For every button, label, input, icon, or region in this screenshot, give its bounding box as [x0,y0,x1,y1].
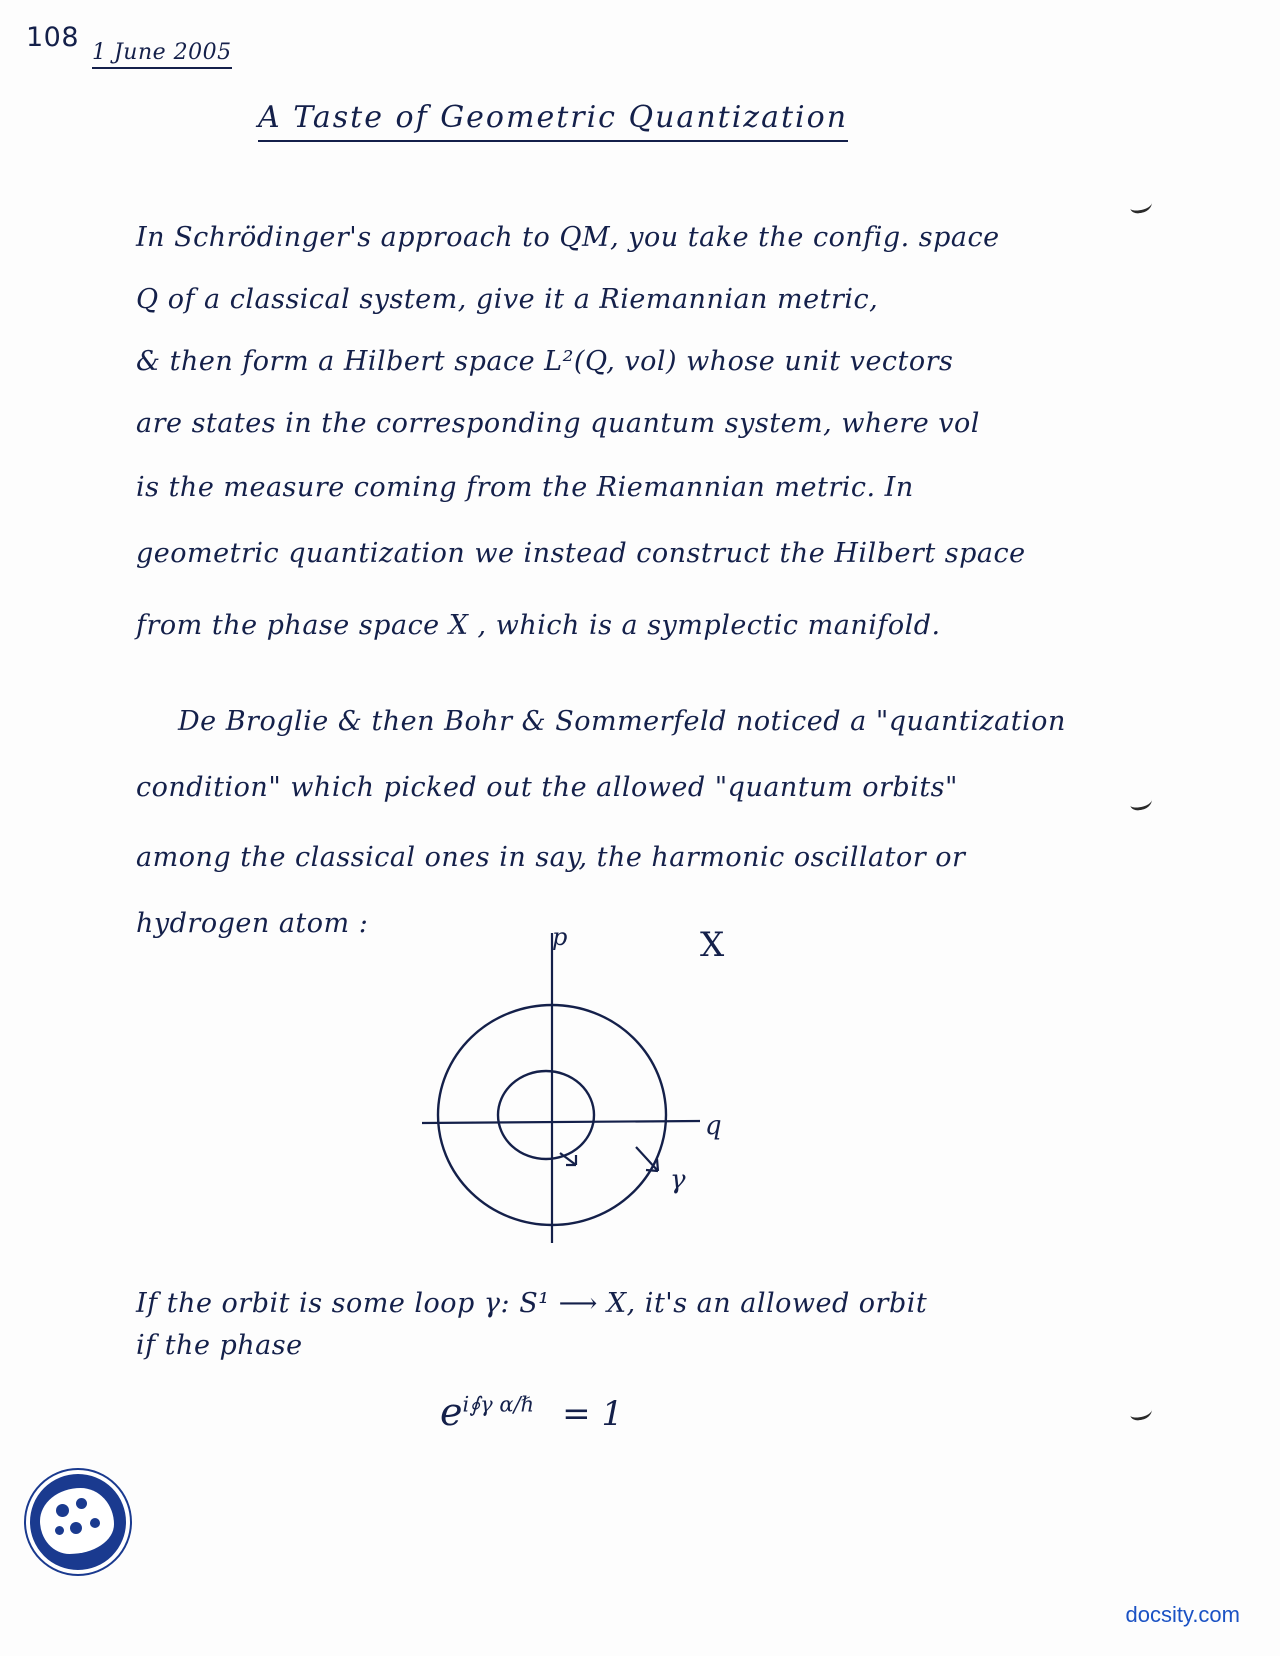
logo-dot [70,1522,82,1534]
equation-exponent: i∮γ α/ℏ [462,1392,535,1417]
page-edge-mark [1129,794,1153,812]
body-line: hydrogen atom : [136,908,369,939]
q-axis-label: q [705,1111,722,1141]
logo-dot [90,1518,100,1528]
phase-space-diagram [400,925,760,1265]
body-line: if the phase [136,1330,303,1361]
logo-dot [76,1498,87,1509]
body-line: In Schrödinger's approach to QM, you take the config. space [136,222,1000,253]
phase-equation [440,1390,623,1434]
body-line: & then form a Hilbert space L²(Q, vol) whose unit vectors [136,346,954,377]
body-line: Q of a classical system, give it a Riemannian metric, [136,284,879,315]
equation-base: e [440,1390,463,1434]
body-line: If the orbit is some loop γ: S¹ ⟶ X, it's an allowed orbit [136,1288,928,1319]
body-line: is the measure coming from the Riemannian metric. In [136,472,914,503]
docsity-logo-icon [26,1470,130,1574]
inner-orbit [498,1071,594,1159]
body-line: De Broglie & then Bohr & Sommerfeld noticed a "quantization [178,706,1066,737]
p-axis-label: p [552,923,568,951]
page-edge-mark [1129,1404,1153,1422]
page-number: 108 [26,22,80,53]
phase-space-label: X [700,925,725,965]
body-line: condition" which picked out the allowed "quantum orbits" [136,772,958,803]
body-line-emphasized: geometric quantization we instead construct the Hilbert space [136,538,1026,569]
q-axis [422,1121,700,1123]
equation-rhs: = 1 [562,1394,624,1434]
body-line: from the phase space X , which is a symplectic manifold. [136,610,941,641]
page-edge-mark [1129,197,1153,215]
body-line: among the classical ones in say, the harmonic oscillator or [136,842,966,873]
body-line: are states in the corresponding quantum system, where vol [136,408,980,439]
date-line: 1 June 2005 [92,40,232,69]
phase-space-figure [400,925,760,1265]
loop-label: γ [670,1165,686,1195]
logo-dot [55,1526,64,1535]
outer-orbit-arrow [636,1147,658,1171]
watermark-link[interactable]: docsity.com [1125,1602,1240,1627]
logo-swoosh [40,1488,114,1554]
page-title: A Taste of Geometric Quantization [258,100,848,142]
logo-dot [56,1504,69,1517]
